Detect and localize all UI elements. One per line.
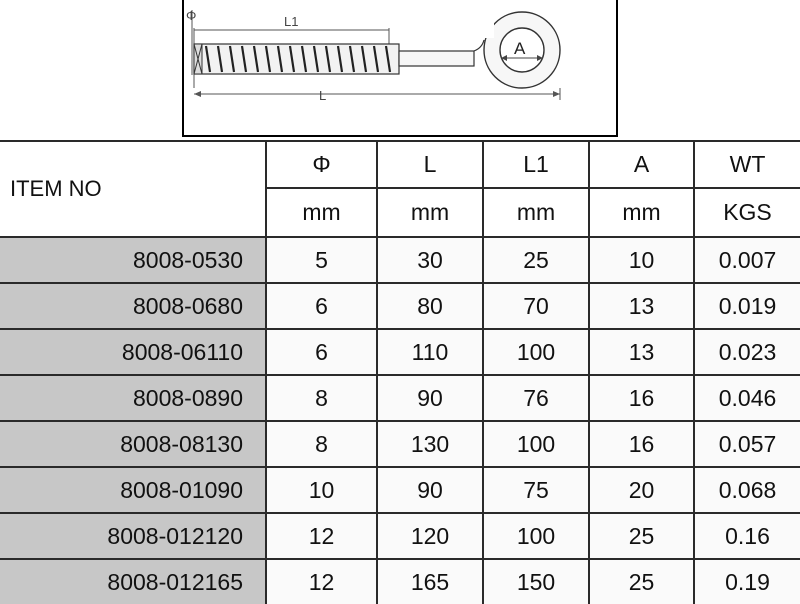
cell-wt: 0.023 xyxy=(694,329,800,375)
l-label: L xyxy=(319,88,327,103)
item-number: 8008-06110 xyxy=(0,329,266,375)
cell-a: 25 xyxy=(589,559,694,604)
item-number: 8008-0680 xyxy=(0,283,266,329)
table-row xyxy=(0,421,800,467)
item-number: 8008-0530 xyxy=(0,237,266,283)
item-number: 8008-01090 xyxy=(0,467,266,513)
cell-l: 90 xyxy=(377,375,483,421)
table-row xyxy=(0,467,800,513)
table-row xyxy=(0,375,800,421)
cell-a: 13 xyxy=(589,283,694,329)
eye-screw-diagram xyxy=(182,0,618,137)
phi-label: Φ xyxy=(186,8,197,23)
screw-shank xyxy=(194,44,399,74)
screw-stem xyxy=(399,51,474,66)
table-row xyxy=(0,283,800,329)
a-label: A xyxy=(514,39,526,58)
cell-l1: 100 xyxy=(483,421,589,467)
cell-a: 20 xyxy=(589,467,694,513)
cell-a: 16 xyxy=(589,375,694,421)
cell-phi: 12 xyxy=(266,513,377,559)
cell-l1: 75 xyxy=(483,467,589,513)
l1-label: L1 xyxy=(284,14,299,29)
table-row xyxy=(0,237,800,283)
cell-wt: 0.057 xyxy=(694,421,800,467)
col-header-l: L xyxy=(377,141,483,188)
header-row xyxy=(0,141,800,188)
item-number: 8008-012165 xyxy=(0,559,266,604)
cell-l1: 25 xyxy=(483,237,589,283)
unit-wt: KGS xyxy=(694,188,800,237)
cell-l: 110 xyxy=(377,329,483,375)
item-no-header: ITEM NO xyxy=(0,141,266,237)
spec-table xyxy=(0,140,800,604)
cell-phi: 10 xyxy=(266,467,377,513)
unit-a: mm xyxy=(589,188,694,237)
unit-l1: mm xyxy=(483,188,589,237)
item-number: 8008-08130 xyxy=(0,421,266,467)
col-header-wt: WT xyxy=(694,141,800,188)
cell-wt: 0.068 xyxy=(694,467,800,513)
eye-screw-drawing xyxy=(184,0,616,135)
cell-phi: 6 xyxy=(266,283,377,329)
cell-phi: 8 xyxy=(266,375,377,421)
cell-l1: 150 xyxy=(483,559,589,604)
cell-a: 16 xyxy=(589,421,694,467)
cell-wt: 0.046 xyxy=(694,375,800,421)
cell-l: 30 xyxy=(377,237,483,283)
cell-phi: 12 xyxy=(266,559,377,604)
unit-l: mm xyxy=(377,188,483,237)
item-number: 8008-012120 xyxy=(0,513,266,559)
cell-l: 80 xyxy=(377,283,483,329)
cell-l1: 76 xyxy=(483,375,589,421)
cell-l: 90 xyxy=(377,467,483,513)
col-header-a: A xyxy=(589,141,694,188)
cell-wt: 0.007 xyxy=(694,237,800,283)
cell-a: 13 xyxy=(589,329,694,375)
item-number: 8008-0890 xyxy=(0,375,266,421)
cell-wt: 0.019 xyxy=(694,283,800,329)
col-header-l1: L1 xyxy=(483,141,589,188)
cell-l1: 100 xyxy=(483,329,589,375)
col-header-phi: Φ xyxy=(266,141,377,188)
table-row xyxy=(0,559,800,604)
unit-phi: mm xyxy=(266,188,377,237)
cell-wt: 0.19 xyxy=(694,559,800,604)
cell-a: 10 xyxy=(589,237,694,283)
cell-phi: 6 xyxy=(266,329,377,375)
table-row xyxy=(0,513,800,559)
cell-phi: 5 xyxy=(266,237,377,283)
cell-l: 165 xyxy=(377,559,483,604)
table-row xyxy=(0,329,800,375)
cell-l1: 70 xyxy=(483,283,589,329)
cell-a: 25 xyxy=(589,513,694,559)
cell-phi: 8 xyxy=(266,421,377,467)
cell-l1: 100 xyxy=(483,513,589,559)
cell-l: 130 xyxy=(377,421,483,467)
cell-wt: 0.16 xyxy=(694,513,800,559)
cell-l: 120 xyxy=(377,513,483,559)
